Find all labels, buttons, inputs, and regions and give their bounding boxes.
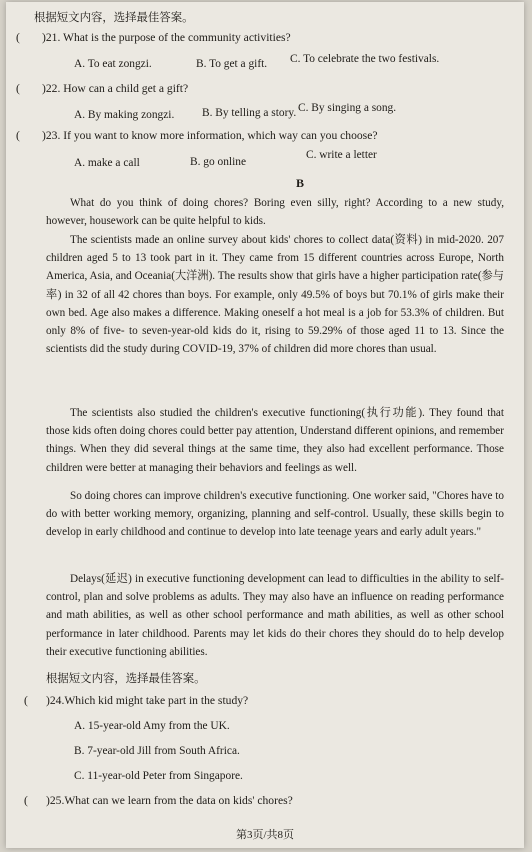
q21-option-c[interactable]: C. To celebrate the two festivals. (290, 53, 440, 65)
q23-option-a[interactable]: A. make a call (74, 157, 140, 169)
q24-option-b[interactable]: B. 7-year-old Jill from South Africa. (74, 745, 240, 757)
part-b-instruction: 根据短文内容，选择最佳答案。 (46, 673, 206, 685)
passage-paragraph-2 (46, 231, 504, 358)
part-a-instruction: 根据短文内容，选择最佳答案。 (34, 12, 194, 24)
q24-paren[interactable]: ( (24, 694, 28, 707)
section-b-label: B (296, 176, 305, 190)
passage-paragraph-2-text: The scientists made an online survey about kids' chores to collect data(资料) in mid-2020. 207 children aged 5 to 13 took part in it. They came from 15 different countries across Europe, North America, Asia, and Oceania(大洋洲). The results show that girls have a higher participation rate(参与率) in 32 of all 42 chores than boys. For example, only 49.5% of boys but 70.1% of girls make their own bed. Age also makes a difference. Making oneself a hot meal is a job for 53.3% of children. But only 8% of five- to seven-year-old kids do it, rising to 59.29% of those aged 11 to 13. Since the scientists did the study during COVID-19, 37% of children did more chores than usual. (46, 234, 504, 356)
q23-stem: )23. If you want to know more information, which way can you choose? (42, 129, 378, 142)
q24-option-a[interactable]: A. 15-year-old Amy from the UK. (74, 720, 230, 732)
passage-paragraph-4 (46, 487, 504, 542)
passage-paragraph-5-text: Delays(延迟) in executive functioning development can lead to difficulties in the ability to self-control, plan and solve problems as adults. They may also have an influence on reading performance and math abilities, as well as other school performance and math abilities, as well as other school performance in later childhood. Parents may let kids do their chores they should do to help develop their executive functioning abilities. (46, 573, 504, 658)
q22-option-c[interactable]: C. By singing a song. (298, 102, 397, 114)
q22-option-b[interactable]: B. By telling a story. (202, 107, 297, 119)
q21-option-b[interactable]: B. To get a gift. (196, 58, 268, 70)
passage-paragraph-1 (46, 194, 504, 230)
q24-option-c[interactable]: C. 11-year-old Peter from Singapore. (74, 770, 243, 782)
passage-paragraph-3 (46, 404, 504, 477)
q23-option-c[interactable]: C. write a letter (306, 149, 377, 161)
q21-paren[interactable]: ( (16, 31, 20, 44)
passage-paragraph-5 (46, 570, 504, 661)
q21-option-a[interactable]: A. To eat zongzi. (74, 58, 152, 70)
exam-page (6, 2, 524, 848)
q22-paren[interactable]: ( (16, 82, 20, 95)
q21-stem: )21. What is the purpose of the community activities? (42, 31, 291, 44)
page-footer: 第3页/共8页 (235, 829, 295, 841)
passage-paragraph-4-text: So doing chores can improve children's executive functioning. One worker said, "Chores have to do with better working memory, organizing, planning and self-control. Usually, these skills begin to develop in early childhood and continue to develop into late teenage years and early adult years." (46, 490, 504, 539)
passage-paragraph-1-text: What do you think of doing chores? Boring even silly, right? According to a new study, however, housework can be quite helpful to kids. (46, 197, 504, 228)
q22-option-a[interactable]: A. By making zongzi. (74, 109, 175, 121)
q25-stem: )25.What can we learn from the data on kids' chores? (46, 794, 293, 807)
q25-paren[interactable]: ( (24, 794, 28, 807)
q24-stem: )24.Which kid might take part in the study? (46, 694, 249, 707)
q22-stem: )22. How can a child get a gift? (42, 82, 189, 95)
q23-paren[interactable]: ( (16, 129, 20, 142)
passage-paragraph-3-text: The scientists also studied the children's executive functioning(执行功能). They found that those kids often doing chores could better pay attention, Understand different opinions, and remember things. When they did several things at the same time, they also had excellent performance. Those children were better at managing their behaviors and feelings as well. (46, 407, 504, 474)
q23-option-b[interactable]: B. go online (190, 156, 247, 168)
